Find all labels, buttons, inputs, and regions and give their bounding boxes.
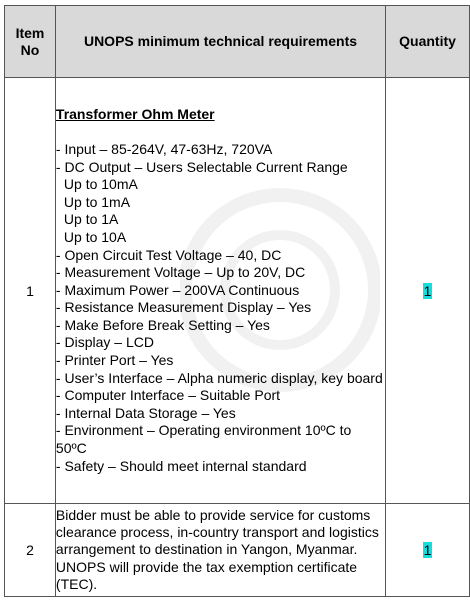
table-header-row	[5, 6, 470, 78]
table-row	[5, 78, 470, 504]
header-requirements: UNOPS minimum technical requirements	[55, 6, 385, 78]
header-quantity: Quantity	[386, 6, 470, 78]
spec-line: - Input – 85-264V, 47-63Hz, 720VA	[55, 140, 273, 157]
spec-line: Up to 10A	[63, 228, 127, 245]
spec-line: Up to 1mA	[63, 193, 131, 210]
spec-line: - Environment – Operating environment 10ºC to 50ºC	[55, 422, 356, 457]
spec-line: - Maximum Power – 200VA Continuous	[55, 281, 300, 298]
item-number: 2	[5, 504, 56, 597]
spec-line: - DC Output – Users Selectable Current Range	[55, 158, 348, 175]
spec-line: - Internal Data Storage – Yes	[55, 404, 236, 421]
spec-line: - Measurement Voltage – Up to 20V, DC	[55, 264, 306, 281]
requirements-table	[4, 5, 470, 597]
spec-line: - Safety – Should meet internal standard	[55, 457, 307, 474]
spec-line: Up to 10mA	[63, 176, 138, 193]
item-title: Transformer Ohm Meter	[55, 105, 215, 122]
requirements-text: Bidder must be able to provide service for customs clearance process, in-country transport and logistics arrangement to destination in Yangon, Myanmar. UNOPS will provide the tax exemption certificate (TEC).	[55, 504, 385, 597]
spec-line: - Resistance Measurement Display – Yes	[55, 299, 312, 316]
table-row	[5, 504, 470, 597]
quantity-value: 1	[423, 542, 432, 558]
spec-line: - Printer Port – Yes	[55, 352, 174, 369]
header-item-no: Item No	[5, 6, 56, 78]
spec-line: - Display – LCD	[55, 334, 154, 351]
quantity-cell	[386, 504, 470, 597]
quantity-cell	[386, 78, 470, 504]
spec-line: - Computer Interface – Suitable Port	[55, 387, 281, 404]
spec-line: - User’s Interface – Alpha numeric display, key board	[55, 369, 383, 386]
spec-line: Up to 1A	[63, 211, 119, 228]
spec-line: - Make Before Break Setting – Yes	[55, 316, 270, 333]
spec-line: - Open Circuit Test Voltage – 40, DC	[55, 246, 282, 263]
item-number: 1	[5, 78, 56, 504]
requirements-cell	[55, 78, 385, 504]
quantity-value: 1	[423, 282, 432, 299]
